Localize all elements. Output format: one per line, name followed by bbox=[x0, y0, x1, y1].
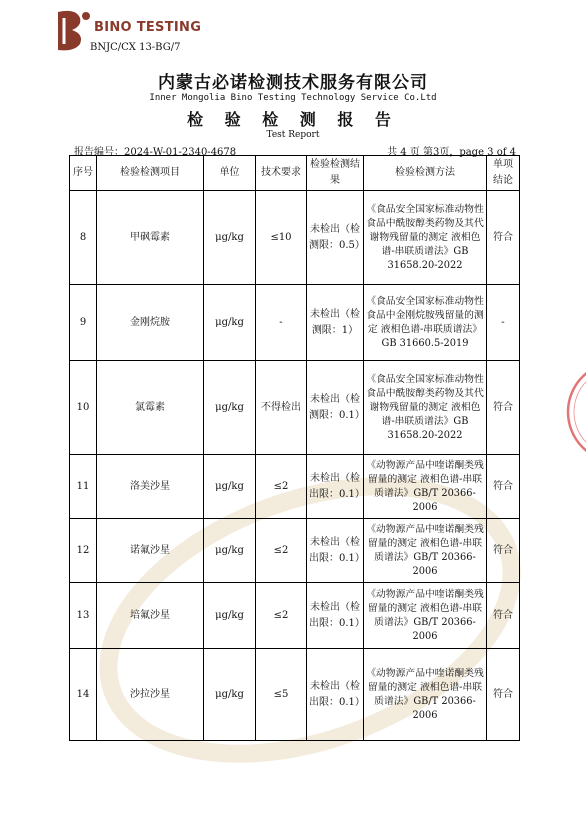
report-title-en: Test Report bbox=[266, 130, 320, 140]
conclusion: 符合 bbox=[487, 583, 520, 649]
column-header: 检验检测方法 bbox=[364, 156, 487, 191]
company-name-cn: 内蒙古必诺检测技术服务有限公司 bbox=[158, 73, 428, 93]
row-number: 11 bbox=[70, 455, 97, 519]
result: 未检出（检出限：0.1） bbox=[307, 519, 364, 583]
test-item: 甲砜霉素 bbox=[97, 191, 204, 285]
column-header: 单位 bbox=[204, 156, 256, 191]
column-header: 检验检测结果 bbox=[307, 156, 364, 191]
row-number: 10 bbox=[70, 361, 97, 455]
result: 未检出（检测限：0.1） bbox=[307, 361, 364, 455]
conclusion: 符合 bbox=[487, 519, 520, 583]
method: 《食品安全国家标准动物性食品中酰胺醇类药物及其代谢物残留量的测定 液相色谱-串联质谱法》GB 31658.20-2022 bbox=[364, 361, 487, 455]
result: 未检出（检测限：0.5） bbox=[307, 191, 364, 285]
requirement: ≤2 bbox=[256, 455, 307, 519]
test-item: 培氟沙星 bbox=[97, 583, 204, 649]
result: 未检出（检出限：0.1） bbox=[307, 649, 364, 741]
requirement: 不得检出 bbox=[256, 361, 307, 455]
requirement: ≤2 bbox=[256, 583, 307, 649]
requirement: - bbox=[256, 285, 307, 361]
unit: μg/kg bbox=[204, 285, 256, 361]
row-number: 8 bbox=[70, 191, 97, 285]
column-header: 序号 bbox=[70, 156, 97, 191]
page-info: 共 4 页 第3页，page 3 of 4 bbox=[387, 147, 516, 158]
report-title-cn: 检 验 检 测 报 告 bbox=[187, 110, 399, 129]
table-row bbox=[70, 649, 520, 741]
table-row bbox=[70, 191, 520, 285]
unit: μg/kg bbox=[204, 519, 256, 583]
method: 《动物源产品中喹诺酮类残留量的测定 液相色谱-串联质谱法》GB/T 20366-2006 bbox=[364, 583, 487, 649]
test-item: 氯霉素 bbox=[97, 361, 204, 455]
company-name-en: Inner Mongolia Bino Testing Technology Service Co.Ltd bbox=[149, 93, 437, 103]
test-item: 金刚烷胺 bbox=[97, 285, 204, 361]
method: 《动物源产品中喹诺酮类残留量的测定 液相色谱-串联质谱法》GB/T 20366-2006 bbox=[364, 519, 487, 583]
row-number: 14 bbox=[70, 649, 97, 741]
method: 《食品安全国家标准动物性食品中酰胺醇类药物及其代谢物残留量的测定 液相色谱-串联质谱法》GB 31658.20-2022 bbox=[364, 191, 487, 285]
column-header: 技术要求 bbox=[256, 156, 307, 191]
conclusion: 符合 bbox=[487, 191, 520, 285]
logo-text: BINO TESTING bbox=[94, 20, 202, 35]
results-table bbox=[69, 155, 520, 741]
table-row bbox=[70, 519, 520, 583]
unit: μg/kg bbox=[204, 361, 256, 455]
result: 未检出（检出限：0.1） bbox=[307, 583, 364, 649]
unit: μg/kg bbox=[204, 455, 256, 519]
method: 《动物源产品中喹诺酮类残留量的测定 液相色谱-串联质谱法》GB/T 20366-2006 bbox=[364, 455, 487, 519]
requirement: ≤10 bbox=[256, 191, 307, 285]
result: 未检出（检出限：0.1） bbox=[307, 455, 364, 519]
bn-logo-icon bbox=[54, 8, 94, 52]
conclusion: 符合 bbox=[487, 455, 520, 519]
seal-stamp-icon bbox=[556, 352, 586, 472]
test-item: 沙拉沙星 bbox=[97, 649, 204, 741]
conclusion: 符合 bbox=[487, 649, 520, 741]
table-row bbox=[70, 361, 520, 455]
table-row bbox=[70, 583, 520, 649]
conclusion: 符合 bbox=[487, 361, 520, 455]
requirement: ≤2 bbox=[256, 519, 307, 583]
row-number: 9 bbox=[70, 285, 97, 361]
table-header-row bbox=[70, 156, 520, 191]
method: 《动物源产品中喹诺酮类残留量的测定 液相色谱-串联质谱法》GB/T 20366-2006 bbox=[364, 649, 487, 741]
result: 未检出（检测限：1） bbox=[307, 285, 364, 361]
report-number: 报告编号：2024-W-01-2340-4678 bbox=[74, 147, 237, 158]
test-item: 洛美沙星 bbox=[97, 455, 204, 519]
requirement: ≤5 bbox=[256, 649, 307, 741]
unit: μg/kg bbox=[204, 583, 256, 649]
row-number: 13 bbox=[70, 583, 97, 649]
method: 《食品安全国家标准动物性食品中金刚烷胺残留量的测定 液相色谱-串联质谱法》GB 31660.5-2019 bbox=[364, 285, 487, 361]
conclusion: - bbox=[487, 285, 520, 361]
column-header: 单项结论 bbox=[487, 156, 520, 191]
row-number: 12 bbox=[70, 519, 97, 583]
document-code: BNJC/CX 13-BG/7 bbox=[90, 42, 181, 53]
test-item: 诺氟沙星 bbox=[97, 519, 204, 583]
unit: μg/kg bbox=[204, 649, 256, 741]
table-row bbox=[70, 285, 520, 361]
unit: μg/kg bbox=[204, 191, 256, 285]
table-row bbox=[70, 455, 520, 519]
column-header: 检验检测项目 bbox=[97, 156, 204, 191]
